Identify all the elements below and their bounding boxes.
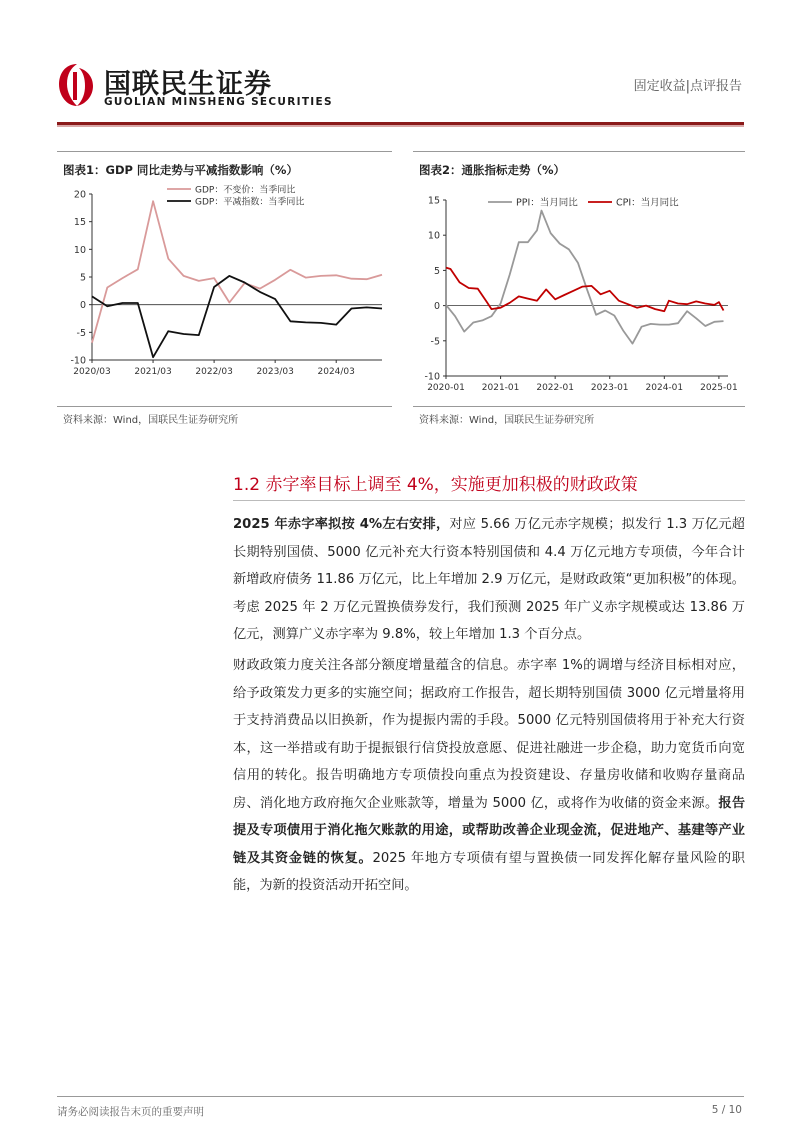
- chart2-source: 资料来源：Wind，国联民生证券研究所: [419, 415, 595, 426]
- paragraph-2-body: 财政政策力度关注各部分额度增量蕴含的信息。赤字率 1%的调增与经济目标相对应，给予政策发力更多的实施空间；据政府工作报告，超长期特别国债 3000 亿元增量将用于支持消费品以旧换新，作为提振内需的手段。5000 亿元特别国债将用于补充大行资本，这一举措或有助于提振银行信贷投放意愿、促进社融进一步企稳，助力宽货币向宽信用的转化。报告明确地方专项债投向重点为投资建设、存量房收储和收购存量商品房、消化地方政府拖欠企业账款等，增量为 5000 亿，或将作为收储的资金来源。: [233, 658, 745, 811]
- chart1-legend-label-1: CPI：当月同比: [616, 197, 679, 209]
- header-divider-light: [57, 125, 744, 127]
- footer-divider: [57, 1096, 744, 1097]
- chart1-y-tick-label: 15: [427, 195, 440, 207]
- chart0-series-1-line: [92, 276, 382, 357]
- chart1-title: 图表1：GDP 同比走势与平减指数影响（%）: [63, 163, 298, 177]
- chart1-y-tick-label: -10: [424, 371, 440, 383]
- chart0-y-tick-label: 20: [73, 189, 86, 201]
- chart1-legend-label-0: PPI：当月同比: [516, 197, 578, 209]
- chart2-plot: [413, 180, 745, 395]
- chart1-y-tick-label: 10: [427, 230, 440, 242]
- paragraph-2-emphasis: 报告提及专项债用于消化拖欠账款的用途，或帮助改善企业现金流，促进地产、基建等产业链及其资金链的恢复。: [233, 795, 746, 866]
- chart1-x-tick-label: 2025-01: [700, 383, 738, 393]
- chart0-y-tick-label: -5: [76, 327, 86, 339]
- section-heading: 1.2 赤字率目标上调至 4%，实施更加积极的财政政策: [233, 475, 638, 495]
- chart1-bottom-rule: [57, 406, 392, 407]
- chart1-x-tick-label: 2023-01: [590, 383, 629, 393]
- chart0-x-tick-label: 2021/03: [134, 367, 172, 377]
- brand-name-en: GUOLIAN MINSHENG SECURITIES: [104, 96, 333, 108]
- chart1-top-rule: [57, 151, 392, 152]
- chart0-x-tick-label: 2024/03: [317, 367, 355, 377]
- chart1-source: 资料来源：Wind，国联民生证券研究所: [63, 415, 239, 426]
- paragraph-2-end: 2025 年地方专项债有望与置换债一同发挥化解存量风险的职能，为新的投资活动开拓空间。: [233, 850, 745, 893]
- paragraph-1: [233, 511, 745, 649]
- chart0-x-tick-label: 2022/03: [195, 367, 233, 377]
- chart0-y-tick-label: -10: [70, 355, 86, 367]
- brand-logo-icon: [57, 62, 97, 108]
- chart1-y-tick-label: -5: [430, 336, 440, 348]
- chart0-x-tick-label: 2020/03: [73, 367, 111, 377]
- chart0-y-tick-label: 15: [73, 217, 86, 229]
- brand-name-cn: 国联民生证券: [104, 69, 272, 100]
- report-category: 固定收益|点评报告: [633, 79, 742, 94]
- chart0-y-tick-label: 5: [79, 272, 86, 284]
- chart1-y-tick-label: 5: [433, 265, 440, 277]
- chart1-x-tick-label: 2021-01: [481, 383, 520, 393]
- section-divider: [233, 500, 745, 501]
- chart1-plot: [57, 180, 392, 395]
- chart2-bottom-rule: [413, 406, 745, 407]
- chart0-y-tick-label: 10: [73, 244, 86, 256]
- page-number: 5 / 10: [711, 1104, 742, 1116]
- paragraph-2: [233, 652, 745, 900]
- chart0-y-tick-label: 0: [79, 300, 86, 312]
- footer-disclaimer: 请务必阅读报告末页的重要声明: [57, 1106, 204, 1118]
- chart1-series-0-line: [446, 211, 724, 344]
- chart1-x-tick-label: 2022-01: [536, 383, 574, 393]
- chart1-series-1-line: [446, 268, 724, 312]
- chart0-legend-label-0: GDP：不变价：当季同比: [195, 185, 296, 196]
- paragraph-1-lead: 2025 年赤字率拟按 4%左右安排，: [233, 517, 450, 532]
- chart0-x-tick-label: 2023/03: [256, 367, 294, 377]
- paragraph-1-body: 对应 5.66 万亿元赤字规模；拟发行 1.3 万亿元超长期特别国债、5000 亿元补充大行资本特别国债和 4.4 万亿元地方专项债，今年合计新增政府债务 11.86 万亿元，比上年增加 2.9 万亿元，是财政政策“更加积极”的体现。考虑 2025 年 2 万亿元置换债券发行，我们预测 2025 年广义赤字规模或达 13.86 万亿元，测算广义赤字率为 9.8%，较上年增加 1.3 个百分点。: [233, 517, 745, 642]
- chart1-x-tick-label: 2020-01: [427, 383, 465, 393]
- chart2-title: 图表2：通胀指标走势（%）: [419, 163, 566, 177]
- chart1-y-tick-label: 0: [433, 301, 440, 313]
- chart2-top-rule: [413, 151, 745, 152]
- chart0-legend-label-1: GDP：平减指数：当季同比: [195, 197, 305, 208]
- chart1-x-tick-label: 2024-01: [645, 383, 684, 393]
